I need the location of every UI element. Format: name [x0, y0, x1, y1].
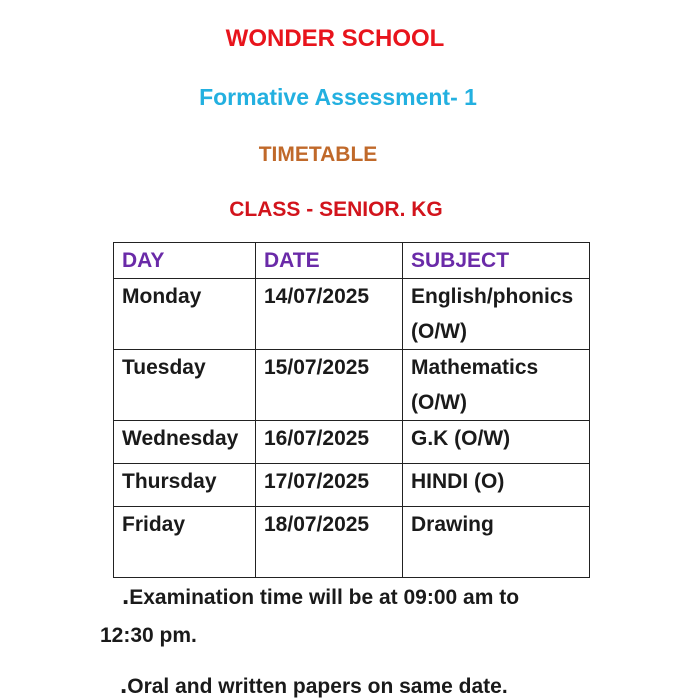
subject-cell	[403, 279, 590, 350]
subject-mode: (O/W)	[411, 391, 467, 414]
timetable-table	[113, 242, 590, 578]
date-cell: 17/07/2025	[256, 464, 403, 507]
header-date: DATE	[256, 243, 403, 279]
header-day: DAY	[114, 243, 256, 279]
subject-text: Mathematics	[411, 356, 539, 379]
exam-time-text-continued: 12:30 pm.	[100, 624, 197, 647]
table-row	[114, 279, 590, 350]
bullet-mark: .	[120, 669, 128, 699]
exam-time-note	[100, 576, 580, 655]
day-cell: Wednesday	[114, 421, 256, 464]
date-cell: 18/07/2025	[256, 507, 403, 578]
oral-written-text: Oral and written papers on same date.	[127, 675, 508, 698]
table-header-row	[114, 243, 590, 279]
school-name: WONDER SCHOOL	[225, 25, 445, 52]
subject-mode: (O/W)	[411, 320, 467, 343]
day-cell: Monday	[114, 279, 256, 350]
bullet-mark: .	[122, 580, 130, 610]
day-cell: Tuesday	[114, 350, 256, 421]
subject-cell: HINDI (O)	[403, 464, 590, 507]
table-row	[114, 350, 590, 421]
day-cell: Friday	[114, 507, 256, 578]
exam-time-text: Examination time will be at 09:00 am to	[129, 586, 520, 609]
timetable-title: TIMETABLE	[258, 143, 378, 166]
subject-text: English/phonics	[411, 285, 574, 308]
table-row	[114, 421, 590, 464]
class-title: CLASS - SENIOR. KG	[229, 198, 443, 221]
oral-written-note	[120, 665, 508, 700]
header-subject: SUBJECT	[403, 243, 590, 279]
table-row	[114, 464, 590, 507]
date-cell: 14/07/2025	[256, 279, 403, 350]
date-cell: 15/07/2025	[256, 350, 403, 421]
subject-cell: Drawing	[403, 507, 590, 578]
assessment-title: Formative Assessment- 1	[199, 84, 477, 110]
subject-cell: G.K (O/W)	[403, 421, 590, 464]
date-cell: 16/07/2025	[256, 421, 403, 464]
table-row	[114, 507, 590, 578]
day-cell: Thursday	[114, 464, 256, 507]
subject-cell	[403, 350, 590, 421]
